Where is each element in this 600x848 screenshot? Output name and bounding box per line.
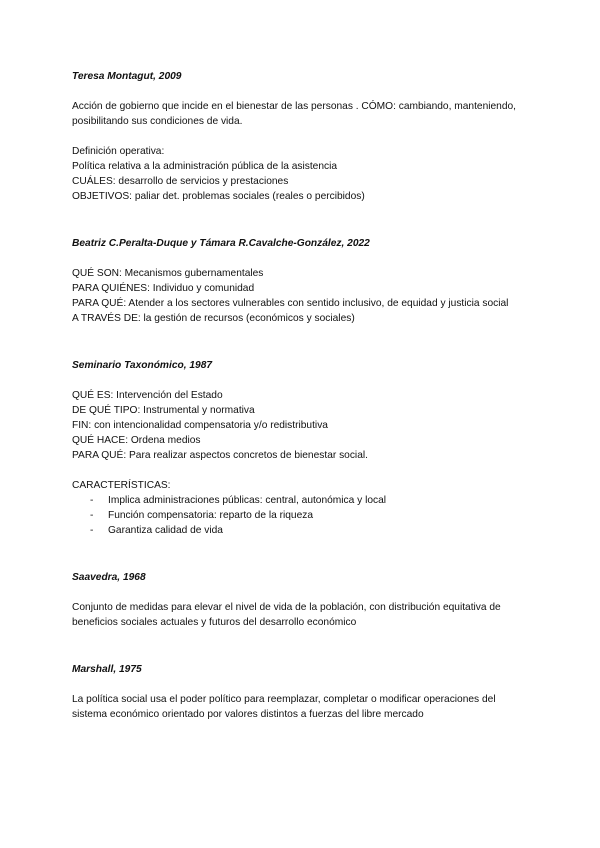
section-peralta-cavalche	[72, 236, 532, 326]
text-line: QUÉ SON: Mecanismos gubernamentales	[72, 268, 264, 279]
section-saavedra	[72, 570, 532, 630]
text-line: FIN: con intencionalidad compensatoria y/o redistributiva	[72, 420, 328, 431]
text-line: QUÉ HACE: Ordena medios	[72, 435, 201, 446]
section-seminario-taxonomico	[72, 358, 532, 538]
section-montagut	[72, 69, 532, 204]
text-line: Política relativa a la administración pública de la asistencia	[72, 161, 338, 172]
text-line: QUÉ ES: Intervención del Estado	[72, 390, 223, 401]
definition-paragraph: Acción de gobierno que incide en el bienestar de las personas . CÓMO: cambiando, manteniendo, posibilitando sus condiciones de vida.	[72, 101, 516, 127]
text-line: DE QUÉ TIPO: Instrumental y normativa	[72, 405, 255, 416]
section-heading: Beatriz C.Peralta-Duque y Támara R.Cavalche-González, 2022	[72, 238, 370, 249]
section-heading: Saavedra, 1968	[72, 572, 146, 583]
bullet-dash: -	[90, 510, 94, 521]
list-item	[72, 523, 532, 538]
section-heading: Teresa Montagut, 2009	[72, 71, 182, 82]
section-marshall	[72, 662, 532, 722]
list-item-text: Garantiza calidad de vida	[108, 525, 223, 536]
text-line: PARA QUÉ: Atender a los sectores vulnerables con sentido inclusivo, de equidad y justicia social	[72, 298, 509, 309]
section-heading: Seminario Taxonómico, 1987	[72, 360, 213, 371]
definition-paragraph: La política social usa el poder político para reemplazar, completar o modificar operaciones del sistema económico orientado por valores distintos a fuerzas del libre mercado	[72, 694, 496, 720]
text-line: CUÁLES: desarrollo de servicios y prestaciones	[72, 176, 289, 187]
bullet-dash: -	[90, 495, 94, 506]
section-heading: Marshall, 1975	[72, 664, 142, 675]
text-line: OBJETIVOS: paliar det. problemas sociales (reales o percibidos)	[72, 191, 365, 202]
list-item	[72, 493, 532, 508]
bullet-dash: -	[90, 525, 94, 536]
text-line: Definición operativa:	[72, 146, 165, 157]
list-item-text: Implica administraciones públicas: central, autonómica y local	[108, 495, 387, 506]
text-line: PARA QUIÉNES: Individuo y comunidad	[72, 283, 255, 294]
document-content	[72, 69, 532, 722]
definition-paragraph: Conjunto de medidas para elevar el nivel de vida de la población, con distribución equitativa de beneficios sociales actuales y futuros del desarrollo económico	[72, 602, 501, 628]
text-line: PARA QUÉ: Para realizar aspectos concretos de bienestar social.	[72, 450, 368, 461]
characteristics-list	[72, 493, 532, 538]
text-line: A TRAVÉS DE: la gestión de recursos (económicos y sociales)	[72, 313, 355, 324]
list-item	[72, 508, 532, 523]
list-title: CARACTERÍSTICAS:	[72, 480, 171, 491]
list-item-text: Función compensatoria: reparto de la riqueza	[108, 510, 313, 521]
